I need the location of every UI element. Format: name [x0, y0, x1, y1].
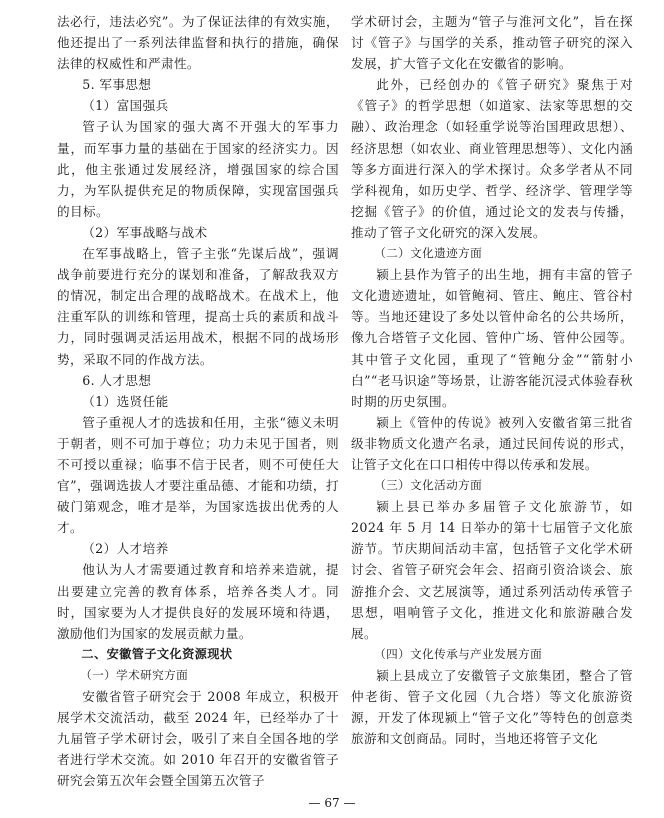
paragraph: 在军事战略上，管子主张“先谋后战”，强调战争前要进行充分的谋划和准备，了解敌我双方的情况，制定出合理的战略战术。在战术上，他注重军队的训练和管理，提高士兵的素质和战斗力，同时强调灵活运用战术，根据不同的战场形势，采取不同的作战方法。: [57, 246, 339, 367]
paragraph: 他认为人才需要通过教育和培养来造就，提出要建立完善的教育体系，培养各类人才。同时，国家要为人才提供良好的发展环境和待遇，激励他们为国家的发展贡献力量。: [57, 562, 339, 641]
paragraph: 颍上《管仲的传说》被列入安徽省第三批省级非物质文化遗产名录，通过民间传说的形式，让管子文化在口口相传中得以传承和发展。: [351, 414, 633, 472]
subheading-academic-research: （一）学术研究方面: [80, 667, 189, 682]
subheading-cultural-sites: （二）文化遗迹方面: [374, 246, 483, 261]
heading-military-thought: 5. 军事思想: [82, 77, 152, 93]
subheading-cultural-activities: （三）文化活动方面: [374, 478, 483, 493]
subheading-heritage-industry: （四）文化传承与产业发展方面: [374, 646, 543, 661]
paragraph: 此外，已经创办的《管子研究》聚焦于对《管子》的哲学思想（如道家、法家等思想的交融）、政治理念（如轻重学说等治国理政思想）、经济思想（如农业、商业管理思想等）、文化内涵等多方面进行深入的学术探讨。众多学者从不同学科视角，如历史学、哲学、经济学、管理学等挖掘《管子》的价值，通过论文的发表与传播，推动了管子文化研究的深入发展。: [351, 77, 633, 240]
left-column: [57, 11, 339, 791]
paragraph: 安徽省管子研究会于 2008 年成立，积极开展学术交流活动，截至 2024 年，已经举办了十九届管子学术研讨会，吸引了来自全国各地的学者进行学术交流。如 2010 年召开的安徽省管子研究会第五次年会暨全国第五次管子: [57, 689, 339, 789]
paragraph: 颍上县作为管子的出生地，拥有丰富的管子文化遗迹遗址，如管鲍祠、管庄、鲍庄、管谷村等。当地还建设了多处以管仲命名的公共场所，像九合塔管子文化园、管仲广场、管仲公园等。其中管子文化园，重现了“管鲍分金”“箭射小白”“老马识途”等场景，让游客能沉浸式体验春秋时期的历史氛围。: [351, 267, 633, 409]
page-number: — 67 —: [308, 796, 356, 810]
paragraph: 管子重视人才的选拔和任用，主张“德义未明于朝者，则不可加于尊位；功力未见于国者，则不可授以重禄；临事不信于民者，则不可使任大官”，强调选拔人才要注重品德、才能和功绩，打破门第观念，唯才是举，为国家选拔出优秀的人才。: [57, 414, 339, 536]
paragraph: 颍上县成立了安徽管子文旅集团，整合了管仲老街、管子文化园（九合塔）等文化旅游资源，开发了体现颍上“管子文化”等特色的创意类旅游和文创商品。同时，当地还将管子文化: [351, 667, 633, 747]
right-column: [351, 11, 633, 749]
subheading-strategy-tactics: （2）军事战略与战术: [82, 224, 208, 240]
paragraph: 管子认为国家的强大离不开强大的军事力量，而军事力量的基础在于国家的经济实力。因此，他主张通过发展经济，增强国家的综合国力，为军队提供充足的物质保障，实现富国强兵的目标。: [57, 119, 339, 219]
heading-talent-thought: 6. 人才思想: [82, 372, 152, 388]
subheading-select-talent: （1）选贤任能: [82, 393, 169, 409]
paragraph: 法必行，违法必究”。为了保证法律的有效实施，他还提出了一系列法律监督和执行的措施，确保法律的权威性和严肃性。: [57, 14, 339, 72]
paragraph: 颍上县已举办多届管子文化旅游节，如 2024 年 5 月 14 日举办的第十七届管子文化旅游节。节庆期间活动丰富，包括管子文化学术研讨会、省管子研究会年会、招商引资洽谈会、旅游推介会、文艺展演等，通过系列活动传承管子思想，唱响管子文化，推进文化和旅游融合发展。: [351, 499, 633, 641]
paragraph: 学术研讨会，主题为“管子与淮河文化”，旨在探讨《管子》与国学的关系，推动管子研究的深入发展，扩大管子文化在安徽省的影响。: [351, 14, 633, 72]
subheading-rich-country: （1）富国强兵: [82, 98, 169, 114]
section-heading-resources: 二、安徽管子文化资源现状: [81, 646, 233, 661]
subheading-talent-training: （2）人才培养: [82, 541, 169, 557]
